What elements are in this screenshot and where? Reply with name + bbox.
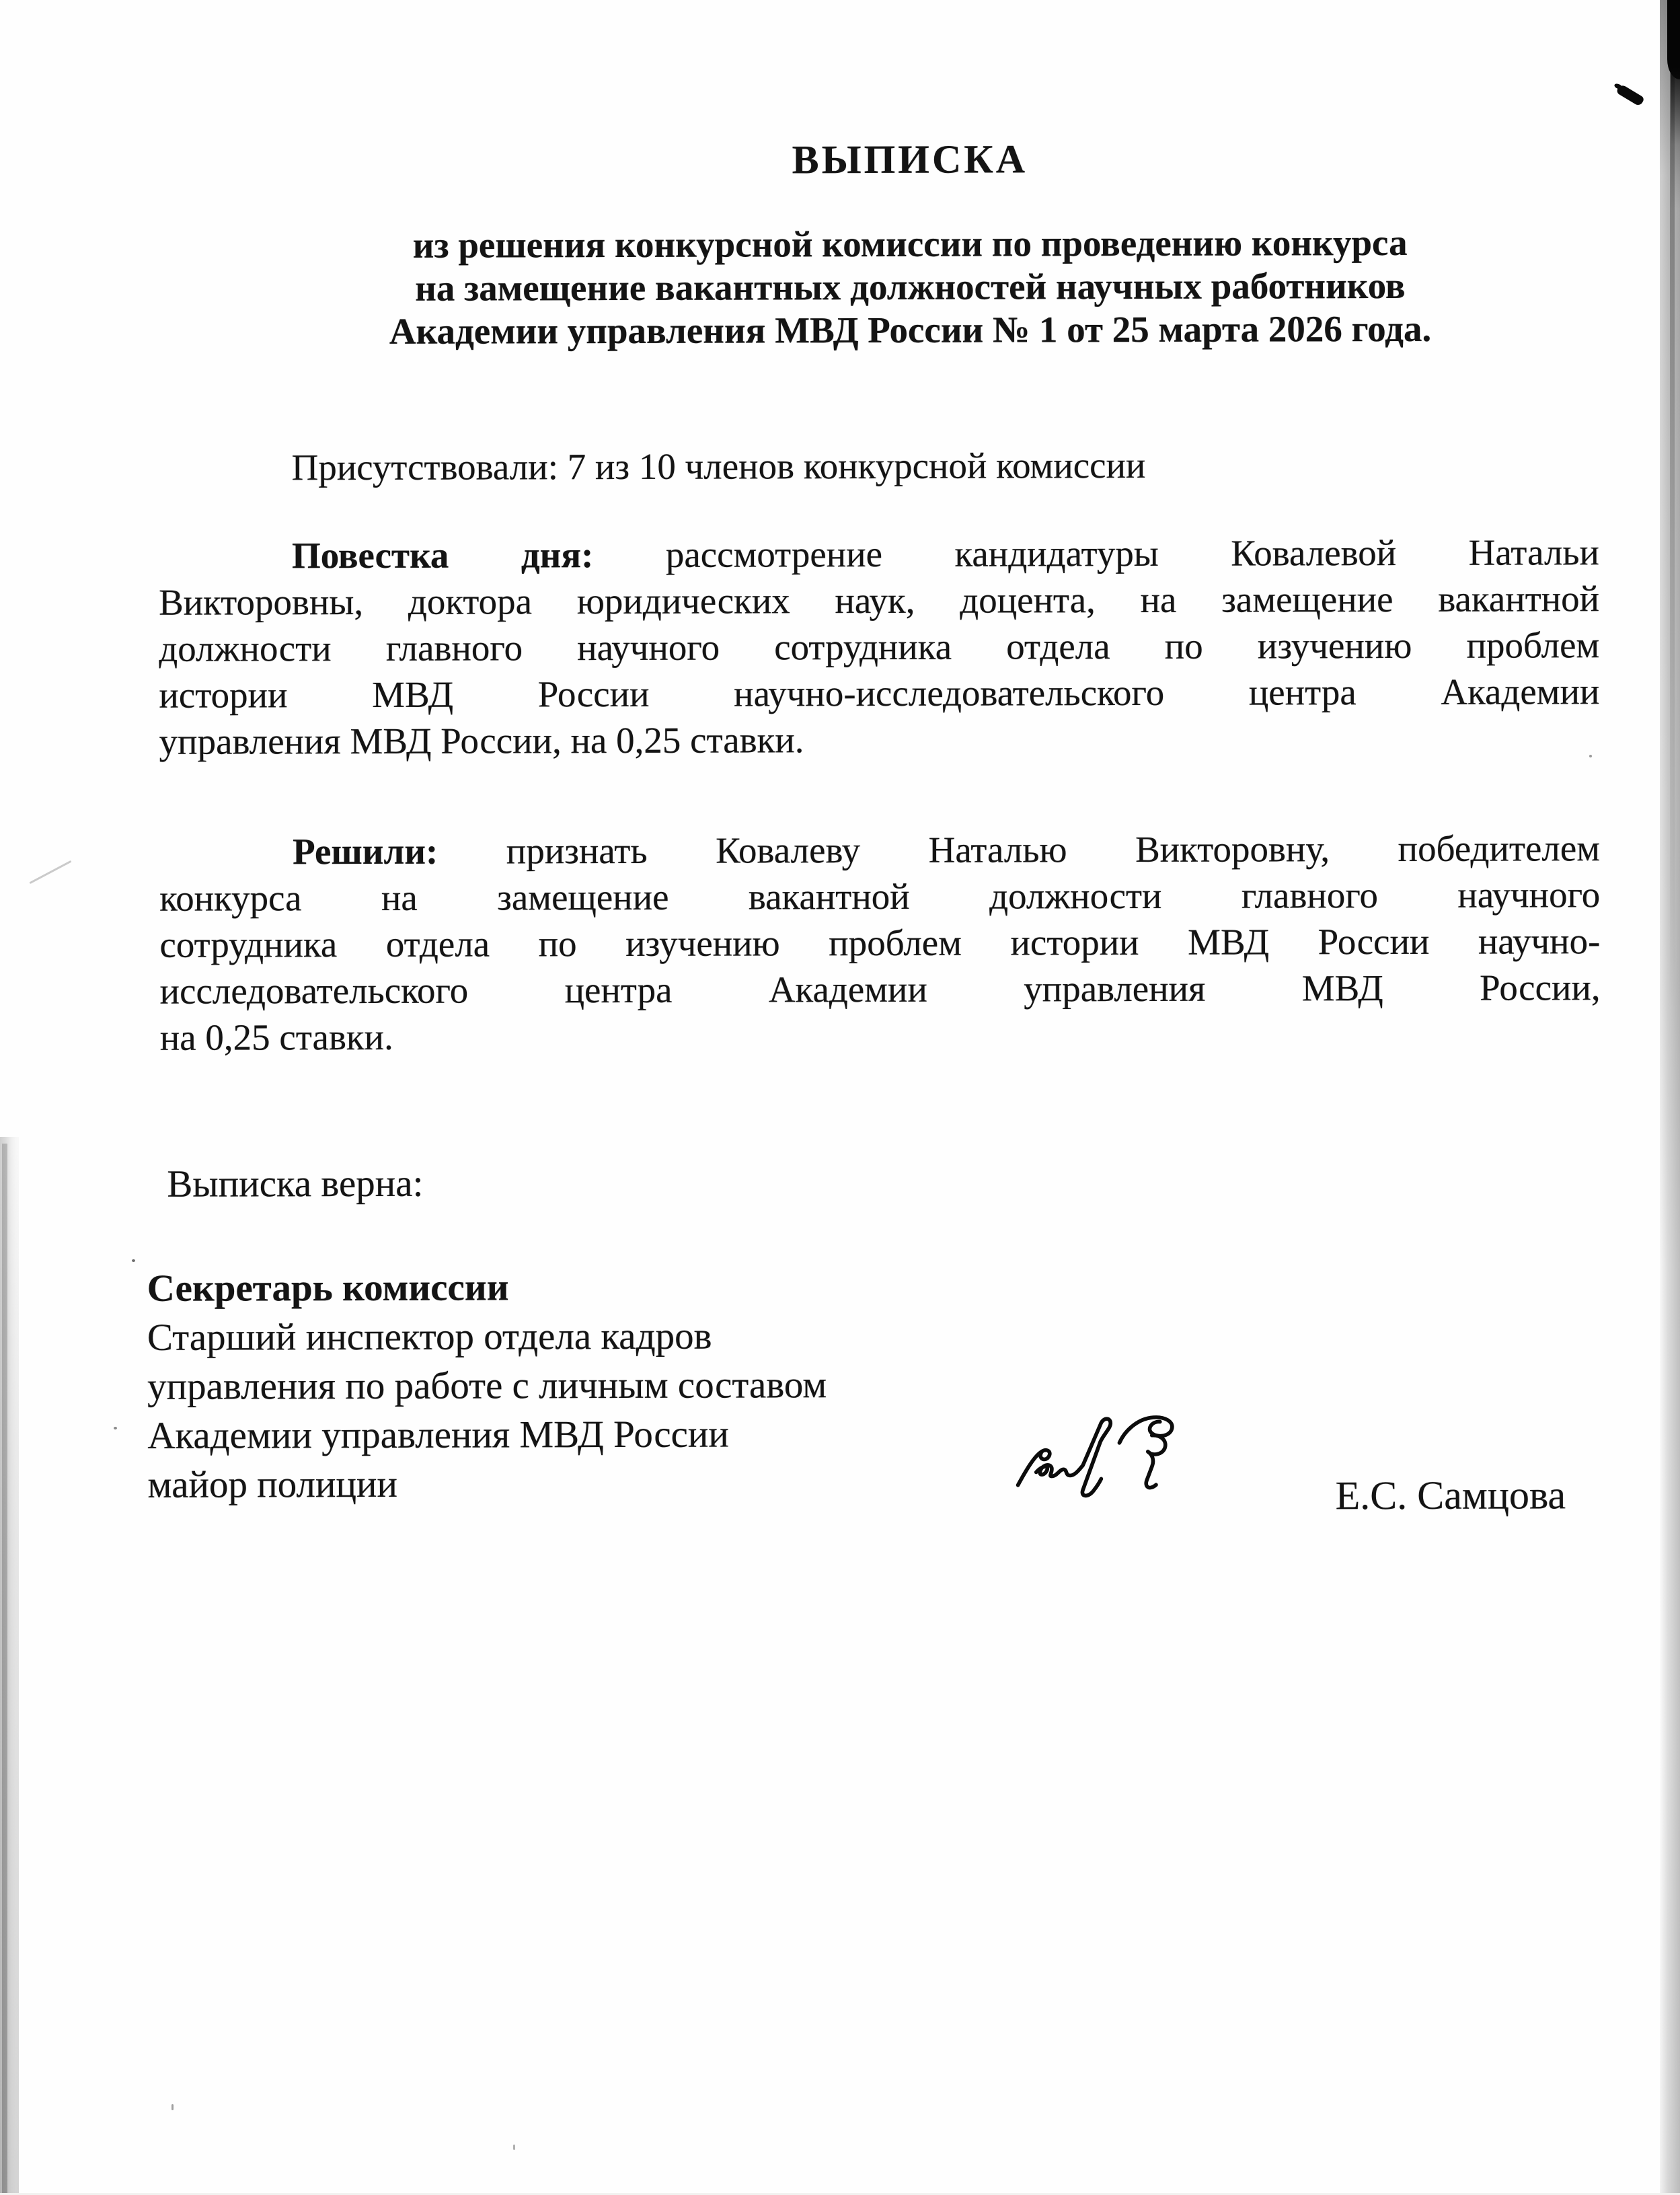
decision-paragraph — [159, 825, 1601, 1061]
subtitle-line: на замещение вакантных должностей научных работников — [415, 264, 1406, 309]
signer-role-line: майор полиции — [147, 1462, 398, 1506]
agenda-line-2: Викторовны, доктора юридических наук, доцента, на замещение вакантной — [158, 578, 1600, 623]
ink-tick-mark — [1615, 83, 1645, 106]
agenda-line-1-text: рассмотрение кандидатуры Ковалевой Натальи — [665, 531, 1599, 575]
agenda-line-5: управления МВД России, на 0,25 ставки. — [159, 719, 804, 762]
agenda-paragraph — [159, 529, 1600, 765]
decision-line-4: исследовательского центра Академии управления МВД России, — [159, 967, 1601, 1012]
scan-corner-fade — [1671, 67, 1680, 209]
signature-scribble-icon — [1012, 1411, 1209, 1504]
decision-line-1-text: признать Ковалеву Наталью Викторовну, победителем — [506, 827, 1601, 872]
decision-line-1 — [159, 825, 1600, 875]
signer-role-block — [147, 1262, 827, 1510]
agenda-line-1 — [159, 529, 1599, 579]
agenda-label: Повестка дня: — [291, 534, 594, 576]
attendance-line: Присутствовали: 7 из 10 членов конкурсной комиссии — [291, 444, 1146, 488]
decision-line-5: на 0,25 ставки. — [159, 1016, 393, 1058]
decision-label: Решили: — [292, 830, 438, 872]
signer-role-line: Академии управления МВД России — [147, 1413, 729, 1457]
decision-line-2: конкурса на замещение вакантной должности главного научного — [159, 874, 1601, 919]
decision-line-3: сотрудника отдела по изучению проблем истории МВД России научно- — [159, 920, 1601, 965]
scan-speck — [513, 2145, 515, 2150]
signer-role-line: Старший инспектор отдела кадров — [147, 1314, 712, 1359]
scan-speck — [132, 1259, 135, 1262]
scan-speck — [171, 2104, 174, 2110]
scan-speck — [114, 1427, 117, 1429]
agenda-line-3: должности главного научного сотрудника отдела по изучению проблем — [159, 624, 1600, 669]
signer-role-line: управления по работе с личным составом — [147, 1364, 827, 1408]
signer-name: Е.С. Самцова — [1335, 1473, 1566, 1518]
scan-scratch — [29, 860, 71, 885]
subtitle-line: Академии управления МВД России № 1 от 25 марта 2026 года. — [389, 307, 1432, 352]
scan-speck — [1589, 755, 1592, 757]
signer-role-title: Секретарь комиссии — [147, 1266, 509, 1310]
certification-line: Выписка верна: — [167, 1162, 424, 1205]
subtitle-line: из решения конкурсной комиссии по проведению конкурса — [412, 221, 1408, 266]
agenda-line-4: истории МВД России научно-исследовательского центра Академии — [159, 671, 1600, 716]
document-title: ВЫПИСКА — [792, 137, 1028, 182]
document-content — [147, 0, 1604, 2195]
scan-edge-left-inner-band — [2, 1144, 7, 2193]
document-subtitle — [158, 221, 1599, 354]
